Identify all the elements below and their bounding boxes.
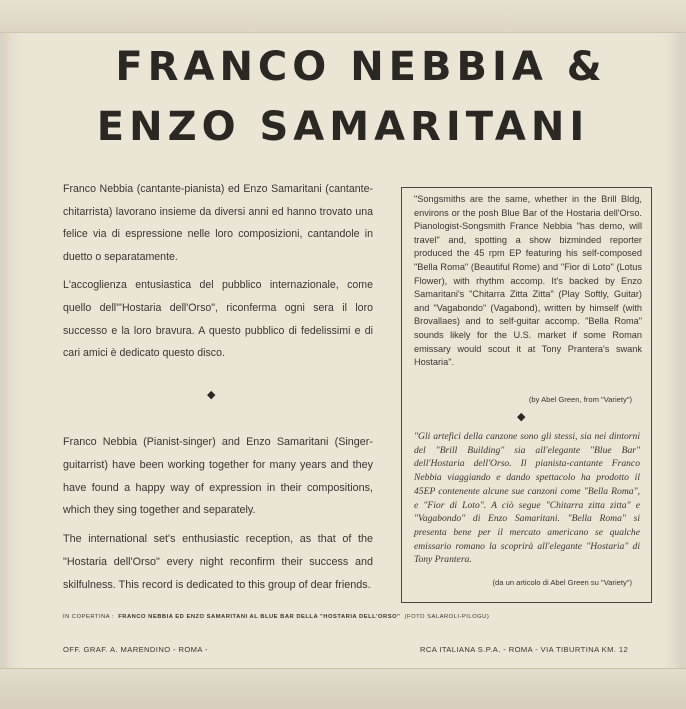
bottom-tape-strip xyxy=(0,668,686,709)
review-english-credit: (by Abel Green, from "Variety") xyxy=(528,395,632,404)
caption-prefix: IN COPERTINA : xyxy=(63,614,115,620)
review-english-text: "Songsmiths are the same, whether in the Brill Bldg, environs or the posh Blue Bar of the Hostaria dell'Orso. Pianologist-Songsmith France Nebbia "has demo, will travel" and, spotting a show bizminded reporter produced the 45 rpm EP featuring his self-composed "Bella Roma" (Beautiful Rome) and "Fior di Loto" (Lotus Flower), with rhythm accomp. It's backed by Enzo Samaritani's "Chitarra Zitta Zitta" (Play Softly, Guitar) and "Vagabondo" (Vagabond), written by himself (with Brovallaes) and to self-guitar accomp. "Bella Roma" sounds likely for the U.S. market if some Roman emissary would scout it at Tony Prantera's swank Hostaria". xyxy=(414,194,642,368)
title-line-1: FRANCO NEBBIA & xyxy=(115,44,607,90)
italian-intro-paragraph-1: Franco Nebbia (cantante-pianista) ed Enzo Samaritani (cantante-chitarrista) lavorano insieme da diversi anni ed hanno trovato una felice via di espressione nelle loro composizioni, cantandole in duetto o separatamente. xyxy=(63,183,373,263)
separator-diamond-right: ◆ xyxy=(517,411,526,423)
caption-subject: FRANCO NEBBIA ED ENZO SAMARITANI AL BLUE BAR DELLA "HOSTARIA DELL'ORSO" xyxy=(118,614,401,620)
english-intro xyxy=(63,431,373,603)
italian-intro-paragraph-2: L'accoglienza entusiastica del pubblico internazionale, come quello dell'"Hostaria dell'Orso", riconferma ogni sera il loro successo e la loro bravura. A questo pubblico di fedelissimi e di cari amici è dedicato questo disco. xyxy=(63,279,373,360)
review-italian-text: "Gli artefici della canzone sono gli stessi, sia nei dintorni del "Brill Building" sia all'elegante "Blue Bar" dell'Hostaria dell'Orso. Il pianista-cantante Franco Nebbia viaggiando e dando spettacolo ha prodotto il 45EP contenente alcune sue canzoni come "Bella Roma", e "Fior di Loto". A ciò segue "Chitarra zitta zitta" e "Vagabondo" di Enzo Samaritani. "Bella Roma" si presenta bene per il mercato americano se qualche emissario romano la scoprirà all'elegante "Hostaria" di Tony Prantera. xyxy=(414,431,640,566)
italian-intro xyxy=(63,178,373,371)
caption-photo-credit: (FOTO SALAROLI-PILOGU) xyxy=(404,614,490,620)
english-intro-paragraph-1: Franco Nebbia (Pianist-singer) and Enzo Samaritani (Singer-guitarrist) have been working together for many years and they have found a happy way of expression in their compositions, which they sing together and separately. xyxy=(63,436,373,517)
english-intro-paragraph-2: The international set's enthusiastic reception, as that of the "Hostaria dell'Orso" every night reconfirm their success and skilfulness. This record is dedicated to this group of dear friends. xyxy=(63,533,373,591)
publisher-credit: RCA ITALIANA S.P.A. - ROMA - VIA TIBURTINA KM. 12 xyxy=(420,645,629,654)
separator-diamond-left: ◆ xyxy=(207,389,216,401)
printer-credit: OFF. GRAF. A. MARENDINO - ROMA - xyxy=(63,645,208,654)
top-tape-strip xyxy=(0,0,686,33)
title-line-2: ENZO SAMARITANI xyxy=(96,104,590,150)
cover-photo-caption xyxy=(63,614,623,620)
review-italian-credit: (da un articolo di Abel Green su "Variety") xyxy=(492,578,632,587)
